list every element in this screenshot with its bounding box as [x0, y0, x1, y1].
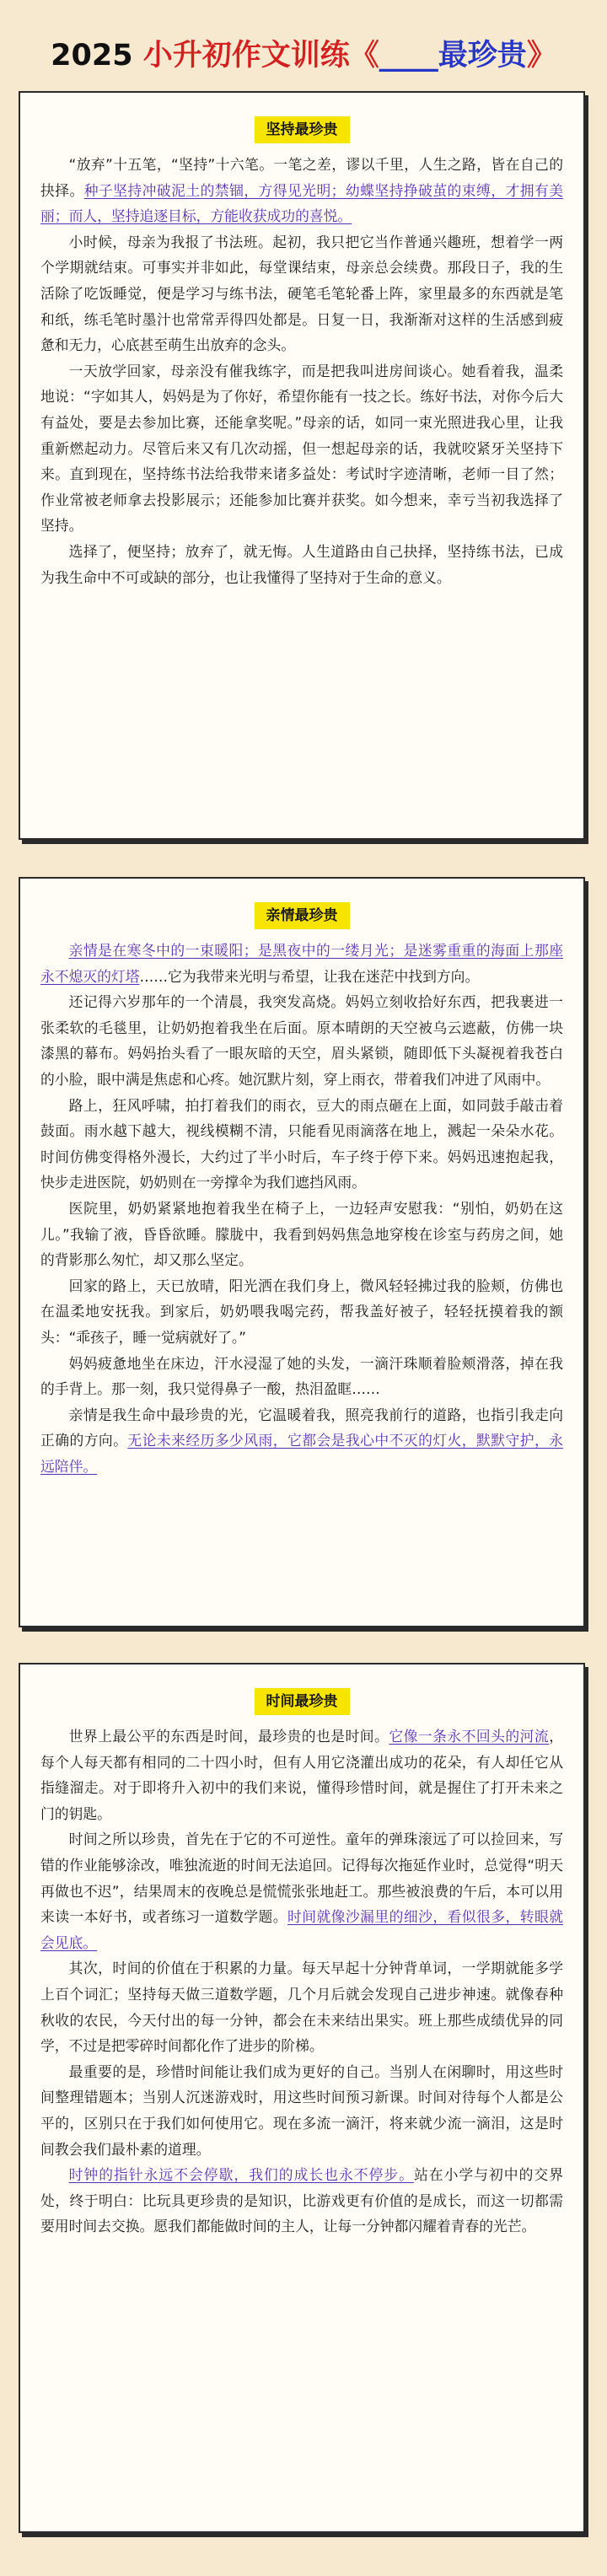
- essay-paragraph: [40, 1351, 563, 1402]
- title-blank: ____: [379, 39, 438, 73]
- paragraph-text: 时间之所以珍贵，首先在于它的不可逆性。童年的弹珠滚远了可以捡回来，写错的作业能够涂改，唯独流逝的时间无法追回。记得每次拖延作业时，总觉得“明天再做也不迟”，结果周末的夜晚总是慌慌张张地赶工。那些被浪费的午后，本可以用来读一本好书，或者练习一道数学题。: [40, 1831, 563, 1926]
- paragraph-text: “放弃”十五笔，“坚持”十六笔。一笔之差，谬以千里，人生之路，皆在自己的抉择。: [40, 156, 563, 199]
- paragraph-text: 小时候，母亲为我报了书法班。起初，我只把它当作普通兴趣班，想着学一两个学期就结束。可事实并非如此，每堂课结束，母亲总会续费。那段日子，我的生活除了吃饭睡觉，便是学习与练书法，硬笔毛笔轮番上阵，家里最多的东西就是笔和纸，练毛笔时墨汁也常常弄得四处都是。日复一日，我渐渐对这样的生活感到疲惫和无力，心底甚至萌生出放弃的念头。: [40, 233, 563, 354]
- paragraph-text: 其次，时间的价值在于积累的力量。每天早起十分钟背单词，一学期就能多学上百个词汇；坚持每天做三道数学题，几个月后就会发现自己进步神速。就像春种秋收的农民，今天付出的每一分钟，都会在未来结出果实。班上那些成绩优异的同学，不过是把零碎时间都化作了进步的阶梯。: [40, 1960, 563, 2055]
- highlighted-sentence: 亲情是在寒冬中的一束暖阳；是黑夜中的一缕月光；是迷雾重重的海面上那座永不熄灭的灯塔: [40, 942, 563, 985]
- essay-body: [40, 938, 563, 1479]
- essay-paragraph: [40, 1724, 563, 1826]
- essay-badge: 时间最珍贵: [255, 1688, 350, 1715]
- highlighted-sentence: 时钟的指针永远不会停歇，我们的成长也永不停步。: [68, 2166, 414, 2184]
- essay-paragraph: [40, 1402, 563, 1480]
- paragraph-text: 回家的路上，天已放晴，阳光洒在我们身上，微风轻轻拂过我的脸颊，仿佛也在温柔地安抚我。到家后，奶奶喂我喝完药，帮我盖好被子，轻轻抚摸着我的额头：“乖孩子，睡一觉病就好了。”: [40, 1277, 563, 1346]
- essay-paragraph: [40, 229, 563, 358]
- essay-paragraph: [40, 1955, 563, 2058]
- title-year: 2025: [51, 39, 133, 73]
- highlighted-sentence: 种子坚持冲破泥土的禁锢，方得见光明；幼蝶坚持挣破茧的束缚，才拥有美丽；而人，坚持追逐目标，方能收获成功的喜悦。: [40, 181, 563, 225]
- paragraph-text: 路上，狂风呼啸，拍打着我们的雨衣，豆大的雨点砸在上面，如同鼓手敲击着鼓面。雨水越下越大，视线模糊不清，只能看见雨滴落在地上，溅起一朵朵水花。时间仿佛变得格外漫长，大约过了半小时后，车子终于停下来。妈妈迅速抱起我，快步走进医院，奶奶则在一旁撑伞为我们遮挡风雨。: [40, 1096, 563, 1191]
- title-topic: 最珍贵: [438, 39, 527, 73]
- essay-body: [40, 152, 563, 590]
- title-main: 小升初作文训练《: [142, 39, 379, 73]
- paragraph-text: 世界上最公平的东西是时间，最珍贵的也是时间。: [68, 1728, 389, 1745]
- essay-paragraph: [40, 989, 563, 1092]
- paragraph-text: ……它为我带来光明与希望，让我在迷茫中找到方向。: [139, 967, 480, 985]
- essay-body: [40, 1724, 563, 2240]
- essay-paragraph: [40, 1196, 563, 1273]
- highlighted-sentence: 时间就像沙漏里的细沙，看似很多，转眼就会见底。: [40, 1908, 563, 1951]
- essay-paragraph: [40, 2059, 563, 2162]
- paragraph-text: 亲情是我生命中最珍贵的光，它温暖着我，照亮我前行的道路，也指引我走向正确的方向。: [40, 1406, 563, 1449]
- paragraph-text: 还记得六岁那年的一个清晨，我突发高烧。妈妈立刻收拾好东西，把我裹进一张柔软的毛毯里，让奶奶抱着我坐在后面。原本晴朗的天空被乌云遮蔽，仿佛一块漆黑的幕布。妈妈抬头看了一眼灰暗的天空，眉头紧锁，随即低下头凝视着我苍白的小脸，眼中满是焦虑和心疼。她沉默片刻，穿上雨衣，带着我们冲进了风雨中。: [40, 993, 563, 1088]
- essay-paragraph: [40, 152, 563, 229]
- essay-paragraph: [40, 1273, 563, 1351]
- essay-card-persistence: [19, 91, 585, 840]
- essay-paragraph: [40, 539, 563, 590]
- paragraph-text: 最重要的是，珍惜时间能让我们成为更好的自己。当别人在闲聊时，用这些时间整理错题本；当别人沉迷游戏时，用这些时间预习新课。时间对待每个人都是公平的，区别只在于我们如何使用它。现在多流一滴汗，将来就少流一滴泪，这是时间教会我们最朴素的道理。: [40, 2062, 563, 2158]
- essay-badge: 亲情最珍贵: [255, 902, 350, 929]
- page-title: [0, 35, 607, 76]
- essay-paragraph: [40, 358, 563, 539]
- essay-paragraph: [40, 2162, 563, 2240]
- paragraph-text: 医院里，奶奶紧紧地抱着我坐在椅子上，一边轻声安慰我：“别怕，奶奶在这儿。”我输了液，昏昏欲睡。朦胧中，我看到妈妈焦急地穿梭在诊室与药房之间，她的背影那么匆忙，却又那么坚定。: [40, 1199, 563, 1269]
- paragraph-text: ，每个人每天都有相同的二十四小时，但有人用它浇灌出成功的花朵，有人却任它从指缝溜走。对于即将升入初中的我们来说，懂得珍惜时间，就是握住了打开未来之门的钥匙。: [40, 1728, 563, 1822]
- essay-card-time: [19, 1663, 585, 2533]
- paragraph-text: 站在小学与初中的交界处，终于明白：比玩具更珍贵的是知识，比游戏更有价值的是成长，而这一切都需要用时间去交换。愿我们都能做时间的主人，让每一分钟都闪耀着青春的光芒。: [40, 2166, 563, 2235]
- paragraph-text: 妈妈疲惫地坐在床边，汗水浸湿了她的头发，一滴汗珠顺着脸颊滑落，掉在我的手背上。那一刻，我只觉得鼻子一酸，热泪盈眶……: [40, 1354, 563, 1398]
- essay-paragraph: [40, 938, 563, 989]
- essay-badge: 坚持最珍贵: [255, 116, 350, 143]
- paragraph-text: 一天放学回家，母亲没有催我练字，而是把我叫进房间谈心。她看着我，温柔地说：“字如其人，妈妈是为了你好，希望你能有一技之长。练好书法，对你今后大有益处，要是去参加比赛，还能拿奖呢。”母亲的话，如同一束光照进我心里，让我重新燃起动力。尽管后来又有几次动摇，但一想起母亲的话，我就咬紧牙关坚持下来。直到现在，坚持练书法给我带来诸多益处：考试时字迹清晰，老师一目了然；作业常被老师拿去投影展示；还能参加比赛并获奖。如今想来，幸亏当初我选择了坚持。: [40, 362, 563, 535]
- essay-paragraph: [40, 1093, 563, 1196]
- paragraph-text: 选择了，便坚持；放弃了，就无悔。人生道路由自己抉择，坚持练书法，已成为我生命中不可或缺的部分，也让我懂得了坚持对于生命的意义。: [40, 542, 563, 586]
- essay-paragraph: [40, 1826, 563, 1955]
- highlighted-sentence: 无论未来经历多少风雨，它都会是我心中不灭的灯火，默默守护，永远陪伴。: [40, 1432, 563, 1475]
- title-close: 》: [526, 39, 556, 73]
- highlighted-sentence: 它像一条永不回头的河流: [389, 1728, 550, 1745]
- essay-card-family: [19, 877, 585, 1627]
